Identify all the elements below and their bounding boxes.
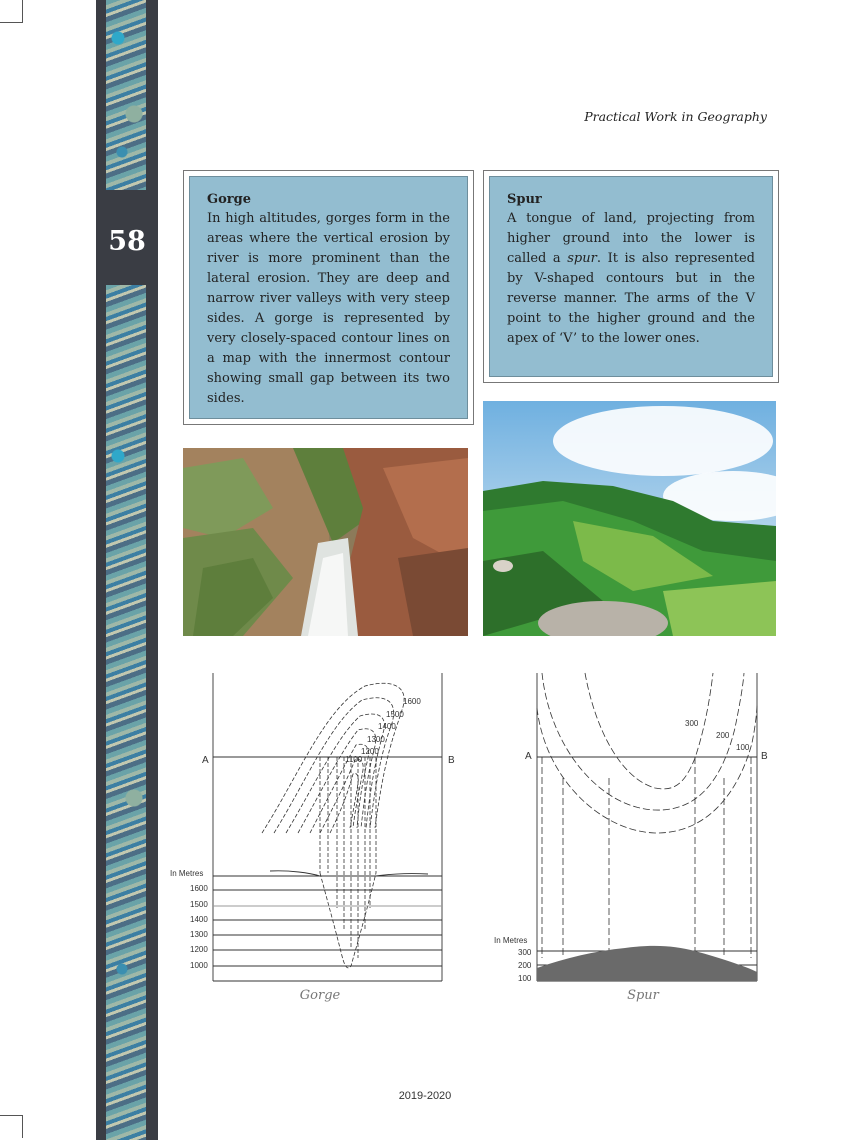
gorge-tick-1500: 1500 (190, 900, 208, 909)
spur-text-part-1: A tongue of land, projecting from higher ground into the lower is called a (507, 211, 755, 266)
spur-point-b: B (761, 751, 768, 762)
spur-caption: Spur (627, 988, 659, 1003)
gorge-tick-1300: 1300 (190, 930, 208, 939)
running-head: Practical Work in Geography (584, 109, 767, 124)
gorge-description: In high altitudes, gorges form in the areas where the vertical erosion by river is more prominent than the lateral erosion. They are deep and narrow river valleys with very steep sides. A gorge is represented by very closely-spaced contour lines on a map with the innermost contour showing small gap between its two sides. (207, 211, 450, 406)
gorge-contour-label-1600: 1600 (403, 697, 421, 706)
gorge-contour-label-1500: 1500 (386, 710, 404, 719)
spur-photo (483, 401, 776, 636)
spur-tick-200: 200 (518, 961, 532, 970)
crop-mark-bottom (0, 1115, 23, 1138)
gorge-tick-1000: 1000 (190, 961, 208, 970)
gorge-profile-unit: In Metres (170, 869, 204, 878)
page-number: 58 (108, 226, 146, 257)
spur-profile-unit: In Metres (494, 936, 528, 945)
gorge-text-panel (189, 176, 468, 419)
gorge-photo (183, 448, 468, 636)
gorge-photo-drawing (183, 448, 468, 636)
spur-tick-100: 100 (518, 974, 532, 983)
spur-contour-label-300: 300 (685, 719, 699, 728)
gorge-tick-1400: 1400 (190, 915, 208, 924)
crop-mark-top (0, 0, 23, 23)
gorge-title: Gorge (207, 192, 251, 207)
spur-point-a: A (525, 751, 532, 762)
gorge-point-a: A (202, 755, 209, 766)
spur-tick-300: 300 (518, 948, 532, 957)
spur-text-box (483, 170, 779, 383)
gorge-tick-1600: 1600 (190, 884, 208, 893)
footer-year: 2019-2020 (398, 1090, 452, 1102)
spur-contour-label-100: 100 (736, 743, 750, 752)
spur-title: Spur (507, 192, 542, 207)
spur-photo-drawing (483, 401, 776, 636)
gorge-text-box (183, 170, 474, 425)
spur-contour-diagram (490, 668, 780, 986)
gorge-contour-label-1400: 1400 (378, 722, 396, 731)
spur-term: spur (567, 251, 597, 266)
gorge-tick-1200: 1200 (190, 945, 208, 954)
gorge-contour-diagram (170, 668, 470, 986)
gorge-contour-label-1300: 1300 (367, 735, 385, 744)
gorge-caption: Gorge (299, 988, 341, 1003)
spur-text-part-2: . It is also represented by V-shaped contours but in the reverse manner. The arms of the V point to the higher ground and the apex of ‘V’ to the lower ones. (507, 251, 755, 346)
gorge-point-b: B (448, 755, 455, 766)
spur-contour-label-200: 200 (716, 731, 730, 740)
spur-text-panel (489, 176, 773, 377)
satellite-image-strip-top (106, 0, 146, 190)
satellite-image-strip-bottom (106, 285, 146, 1140)
spur-description (507, 209, 755, 349)
gorge-contour-label-1200: 1200 (361, 747, 379, 756)
gorge-contour-label-1100: 1100 (345, 755, 363, 764)
